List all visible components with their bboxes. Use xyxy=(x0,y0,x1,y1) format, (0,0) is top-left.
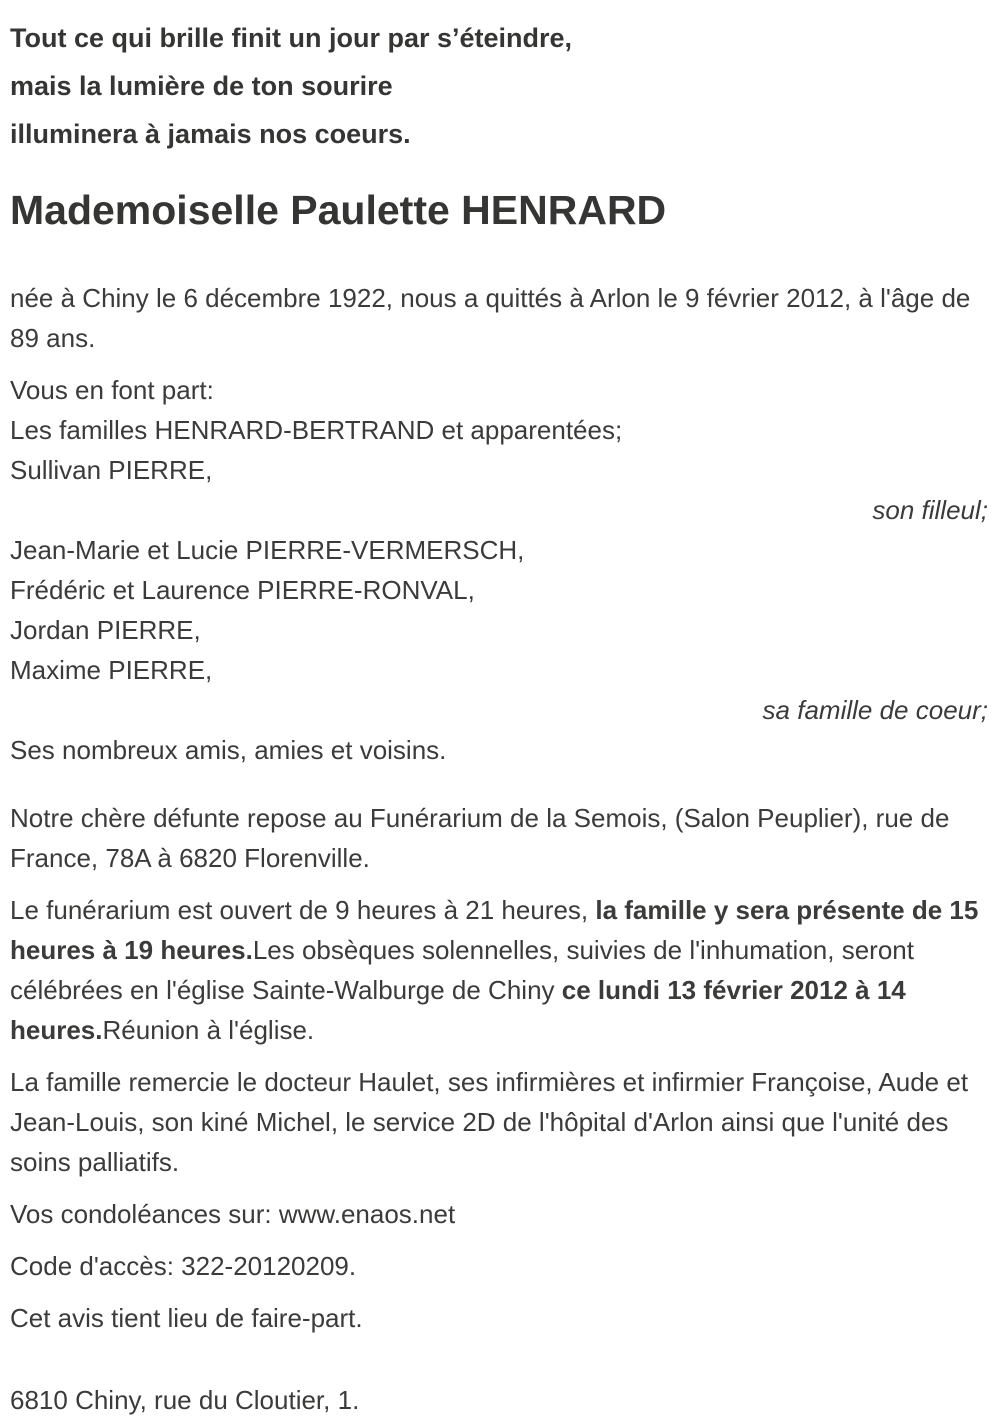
thanks-paragraph: La famille remercie le docteur Haulet, ses infirmières et infirmier Françoise, Aude et Jean-Louis, son kiné Michel, le service 2D de l'hôpital d'Arlon ainsi que l'unité des soins palliatifs. xyxy=(10,1067,969,1177)
epigraph xyxy=(10,14,990,158)
family-closing-line: Ses nombreux amis, amies et voisins. xyxy=(10,735,447,765)
notice-line: Cet avis tient lieu de faire-part. xyxy=(10,1303,363,1333)
deceased-name-title: Mademoiselle Paulette HENRARD xyxy=(10,187,667,233)
address-line: 6810 Chiny, rue du Cloutier, 1. xyxy=(10,1385,360,1415)
repose-paragraph: Notre chère défunte repose au Funérarium de la Semois, (Salon Peuplier), rue de France, 78A à 6820 Florenville. xyxy=(10,803,950,873)
family-line: Les familles HENRARD-BERTRAND et apparentées; xyxy=(10,415,623,445)
access-code-line: Code d'accès: 322-20120209. xyxy=(10,1251,357,1281)
epigraph-line: illuminera à jamais nos coeurs. xyxy=(10,119,411,149)
relation-note: sa famille de coeur; xyxy=(762,695,988,725)
epigraph-line: Tout ce qui brille finit un jour par s’éteindre, xyxy=(10,23,573,53)
epigraph-line: mais la lumière de ton sourire xyxy=(10,71,393,101)
family-line: Frédéric et Laurence PIERRE-RONVAL, xyxy=(10,575,475,605)
family-line: Jordan PIERRE, xyxy=(10,615,201,645)
announcement-section xyxy=(10,370,990,770)
condolences-line: Vos condoléances sur: www.enaos.net xyxy=(10,1199,456,1229)
life-dates-paragraph: née à Chiny le 6 décembre 1922, nous a quittés à Arlon le 9 février 2012, à l'âge de 89 ans. xyxy=(10,283,971,353)
relation-note: son filleul; xyxy=(872,495,988,525)
family-line: Jean-Marie et Lucie PIERRE-VERMERSCH, xyxy=(10,535,525,565)
family-line: Maxime PIERRE, xyxy=(10,655,213,685)
family-line: Sullivan PIERRE, xyxy=(10,455,213,485)
announcement-lead: Vous en font part: xyxy=(10,375,214,405)
funeral-paragraph: Le funérarium est ouvert de 9 heures à 21 heures, la famille y sera présente de 15 heures à 19 heures.Les obsèques solennelles, suivies de l'inhumation, seront célébrées en l'église Sainte-Walburge de Chiny ce lundi 13 février 2012 à 14 heures.Réunion à l'église. xyxy=(10,895,979,1045)
